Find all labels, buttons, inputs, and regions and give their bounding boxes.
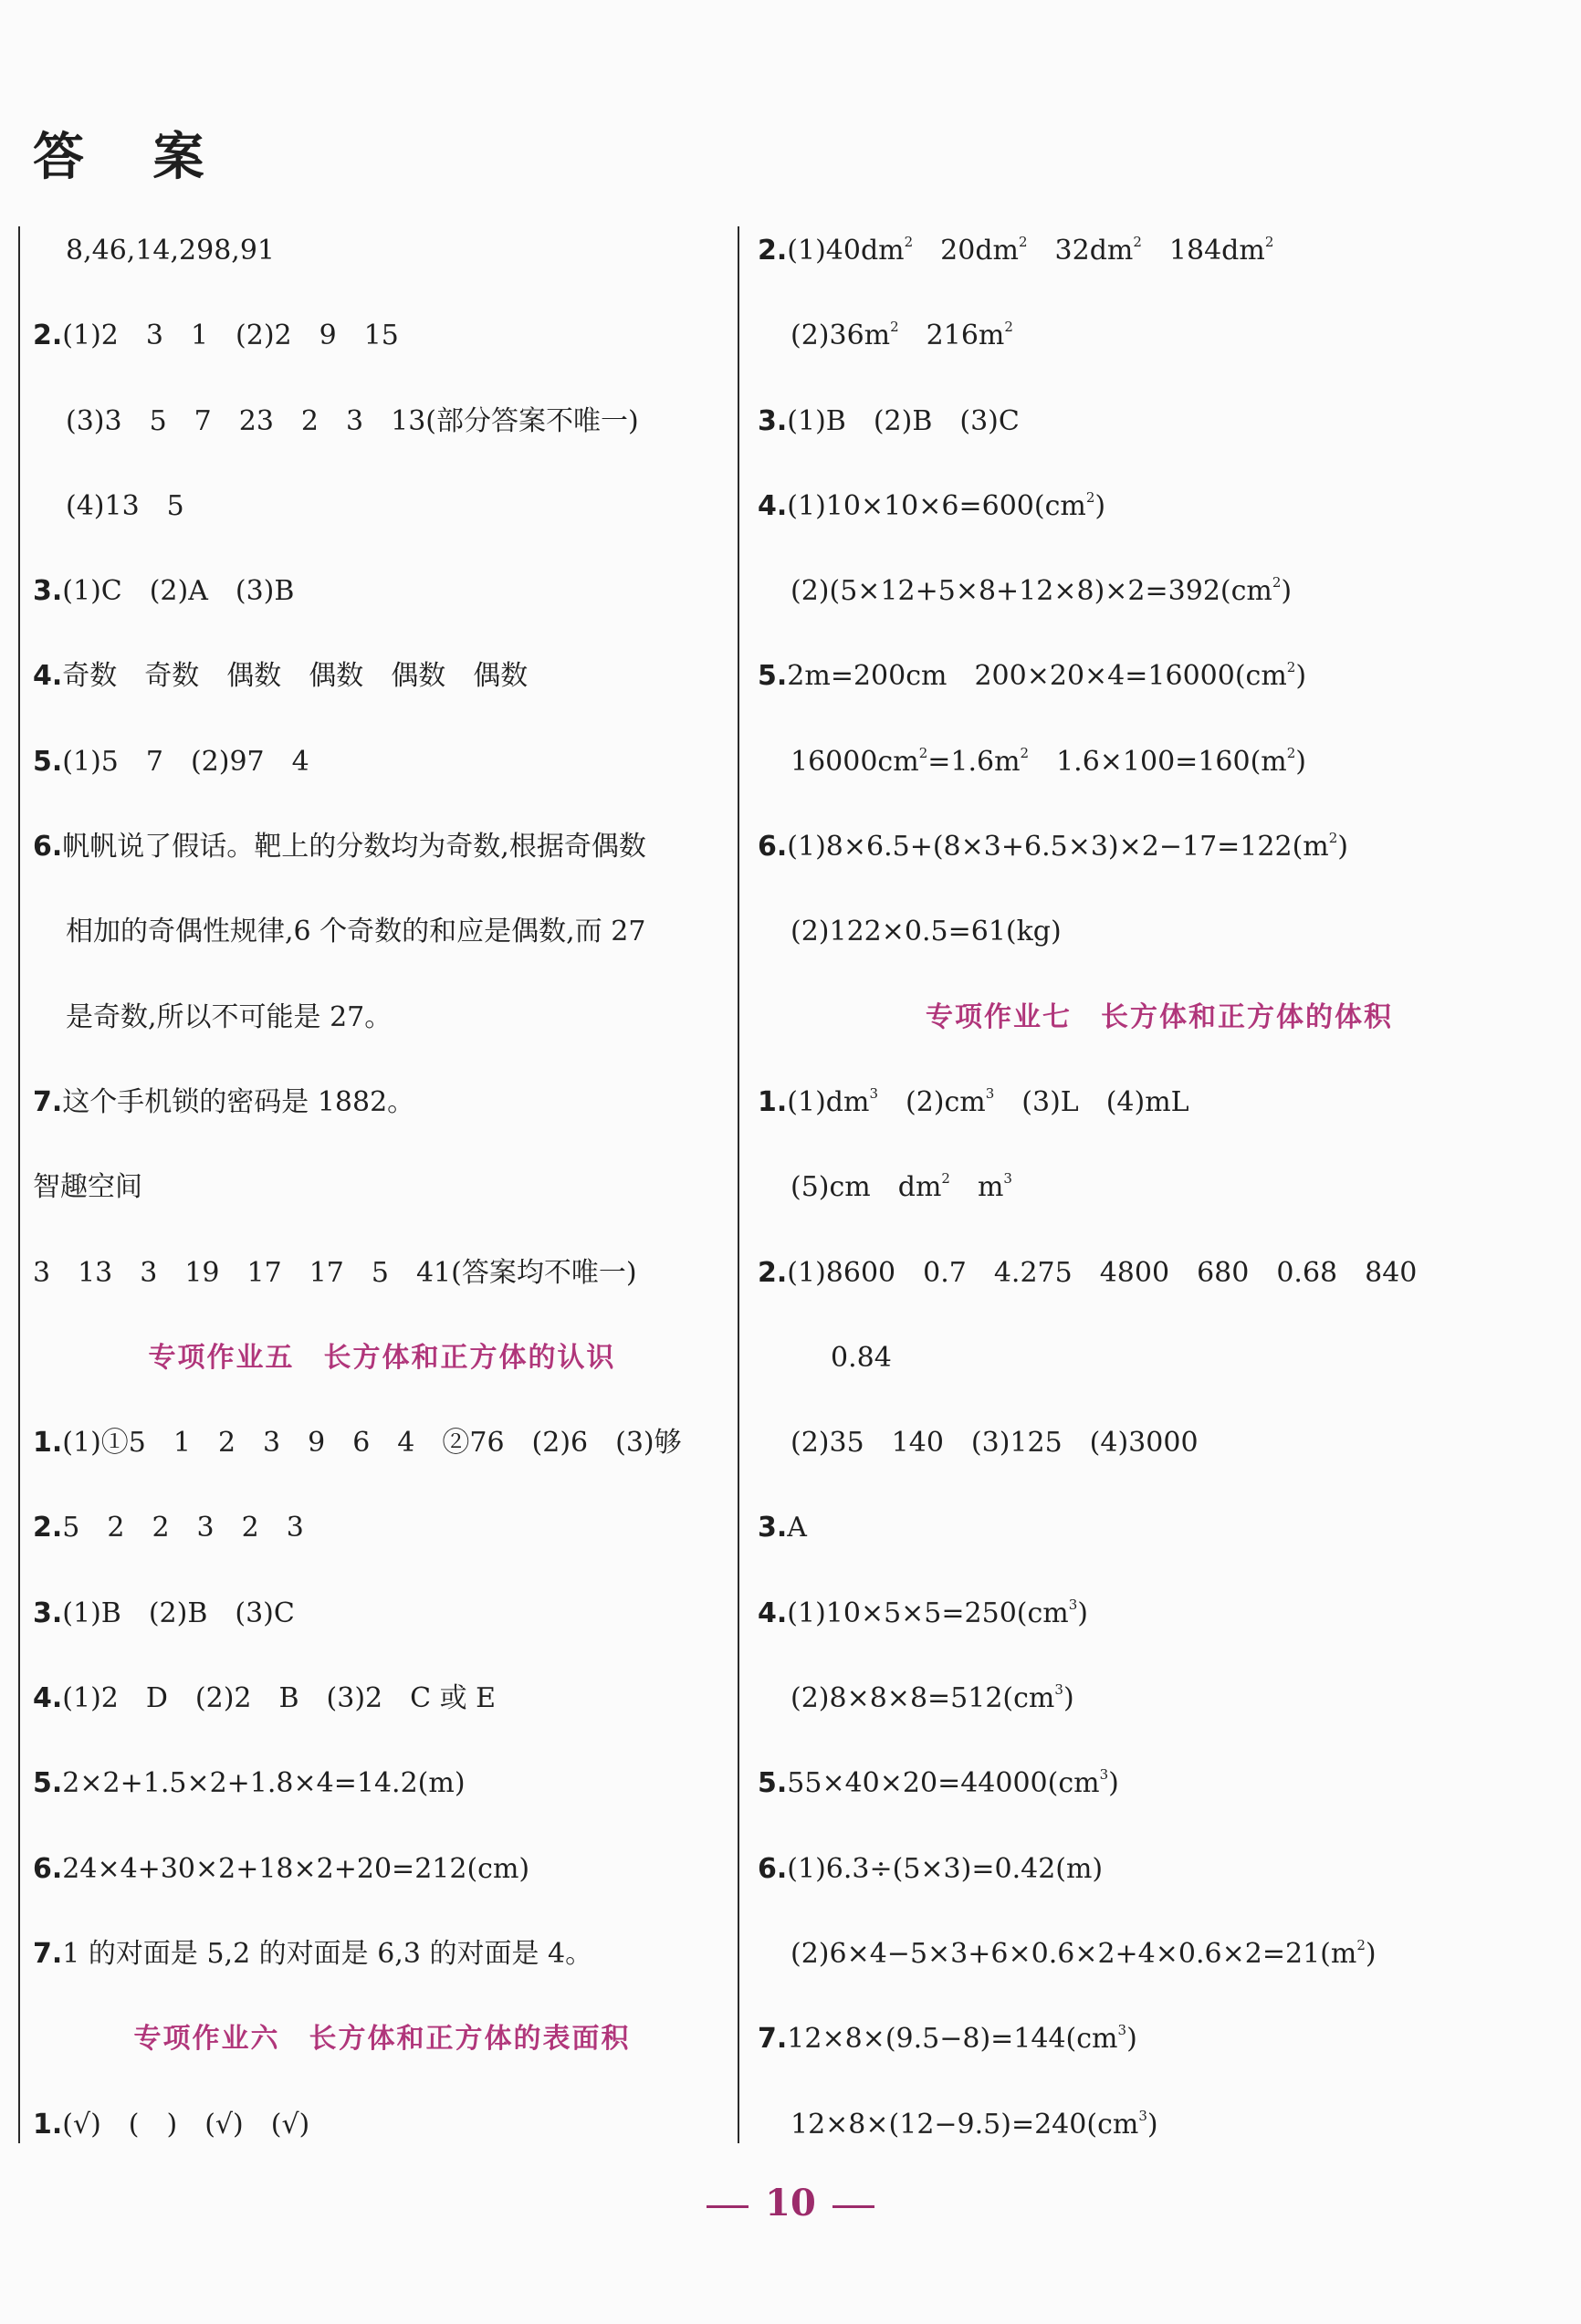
answer-line: 是奇数,所以不可能是 27。	[66, 1000, 393, 1033]
answer-line: 3.(1)B (2)B (3)C	[33, 1596, 295, 1629]
answer-line: 5.2×2+1.5×2+1.8×4=14.2(m)	[33, 1767, 466, 1800]
answer-line: $7.12\times 8\times(9.5-8)=144(cm^3)$	[758, 2022, 1137, 2056]
section-label: 智趣空间	[33, 1171, 142, 1204]
section-heading: 专项作业七 长方体和正方体的体积	[926, 1000, 1393, 1033]
answer-line: 3.(1)B (2)B (3)C	[758, 404, 1020, 437]
section-heading: 专项作业六 长方体和正方体的表面积	[133, 2023, 631, 2056]
answer-line: 2.(1)2 3 1 (2)2 9 15	[33, 319, 399, 352]
answer-line: 6.(1)6.3÷(5×3)=0.42(m)	[758, 1852, 1104, 1885]
answer-line: (3)3 5 7 23 2 3 13(部分答案不唯一)	[66, 404, 639, 437]
answer-line: 7.1 的对面是 5,2 的对面是 6,3 的对面是 4。	[33, 1937, 593, 1970]
left-margin-rule	[18, 226, 20, 2143]
answer-line: 5.(1)5 7 (2)97 4	[33, 745, 309, 778]
answer-line: $4.(1)10\times 5\times 5=250(cm^3)$	[758, 1596, 1089, 1629]
page-footer	[0, 2182, 1581, 2225]
answer-line: $4.(1)10\times 10\times 6=600(cm^2)$	[758, 488, 1106, 522]
answer-line: $16000cm^2=1.6m^2$ $1.6\times 100=160(m^2)$	[790, 744, 1306, 778]
answer-line: $12\times 8\times(12-9.5)=240(cm^3)$	[790, 2107, 1158, 2141]
right-column	[758, 224, 1561, 2183]
footer-dash-left	[707, 2205, 749, 2208]
answer-line: (5)cm $dm^2$ $m^3$	[790, 1170, 1012, 1204]
answer-line: $(2)6\times 4-5\times 3+6\times 0.6\times 2+4\times 0.6\times 2=21(m^2)$	[790, 1936, 1377, 1970]
answer-line: 相加的奇偶性规律,6 个奇数的和应是偶数,而 27	[66, 916, 646, 948]
answer-line: $(2)36m^2$ $216m^2$	[790, 319, 1013, 352]
answer-line: 1.(√) ( ) (√) (√)	[33, 2108, 310, 2141]
column-divider	[738, 226, 739, 2143]
footer-dash-right	[832, 2205, 874, 2208]
answer-line: 2.5 2 2 3 2 3	[33, 1512, 304, 1544]
answer-line: 6.24×4+30×2+18×2+20=212(cm)	[33, 1852, 530, 1885]
page-title: 答 案	[33, 128, 230, 187]
answer-line: (2)122×0.5=61(kg)	[790, 916, 1062, 948]
answer-line: $(2)8\times 8\times 8=512(cm^3)$	[790, 1681, 1074, 1715]
answer-line: (2)35 140 (3)125 (4)3000	[790, 1427, 1199, 1460]
page-number: 10	[765, 2182, 816, 2225]
answer-line: $(2)(5\times 12+5\times 8+12\times 8)\times 2=392(cm^2)$	[790, 574, 1293, 608]
answer-line: 3.(1)C (2)A (3)B	[33, 575, 295, 608]
answer-line: 8,46,14,298,91	[66, 235, 276, 267]
answer-line: 4.(1)2 D (2)2 B (3)2 C 或 E	[33, 1682, 497, 1715]
answer-line: $1.(1)dm^3$ $(2)cm^3$ (3)L (4)mL	[758, 1084, 1189, 1118]
answer-line: 0.84	[831, 1341, 892, 1374]
answer-line: (4)13 5	[66, 489, 184, 522]
answer-line: 3.A	[758, 1512, 807, 1544]
answer-line: 5.2m=200cm $200\times 20\times 4=16000(cm^2)$	[758, 659, 1307, 693]
answer-line: $6.(1)8\times 6.5+(8\times 3+6.5\times 3)\times 2-17=122(m^2)$	[758, 830, 1348, 864]
answer-line: $5.55\times 40\times 20=44000(cm^3)$	[758, 1766, 1119, 1800]
answer-line: $2.(1)40dm^2$ $20dm^2$ $32dm^2$ $184dm^2$	[758, 234, 1274, 267]
answer-line: 2.(1)8600 0.7 4.275 4800 680 0.68 840	[758, 1256, 1418, 1289]
answer-line: 7.这个手机锁的密码是 1882。	[33, 1085, 415, 1118]
answer-line: 3 13 3 19 17 17 5 41(答案均不唯一)	[33, 1256, 637, 1289]
left-column	[33, 224, 731, 2183]
section-heading: 专项作业五 长方体和正方体的认识	[148, 1341, 616, 1374]
answer-line: 4.奇数 奇数 偶数 偶数 偶数 偶数	[33, 660, 529, 693]
answer-line: 6.帆帆说了假话。靶上的分数均为奇数,根据奇偶数	[33, 831, 646, 864]
answer-line: 1.(1)①5 1 2 3 9 6 4 ②76 (2)6 (3)够	[33, 1427, 682, 1460]
